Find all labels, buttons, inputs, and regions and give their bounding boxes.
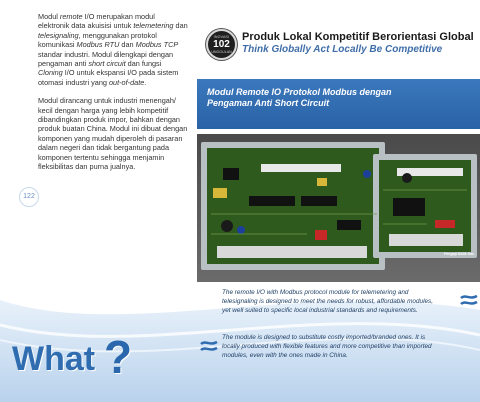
text-run: standar industri. Modul dilengkapi dengan pengaman anti	[38, 49, 174, 69]
product-photo	[197, 134, 480, 282]
italic-term: out-of-date	[108, 77, 145, 87]
inovasi-badge-logo	[206, 29, 237, 60]
badge-top-text: INOVASI	[213, 35, 230, 39]
wave-bullet-icon	[200, 339, 218, 353]
text-run: dan	[173, 21, 188, 31]
photo-caption: Pengaji Didik Sas	[444, 252, 474, 256]
text-run: Modul	[38, 12, 60, 21]
page-title: Produk Lokal Kompetitif Berorientasi Global	[242, 31, 474, 43]
left-body-text	[38, 12, 188, 181]
badge-bottom-text: UNGGULAN	[211, 50, 232, 54]
product-title-line-1: Modul Remote IO Protokol Modbus dengan	[207, 87, 392, 97]
italic-term: telemetering	[133, 21, 174, 31]
question-mark: ?	[104, 331, 133, 383]
page-number: 122	[19, 187, 39, 207]
italic-term: Cloning	[38, 68, 63, 78]
page-subtitle: Think Globally Act Locally Be Competitive	[242, 44, 443, 55]
product-title-banner	[197, 79, 480, 129]
italic-term: short circuit	[88, 59, 126, 69]
badge-number: 102	[213, 39, 230, 50]
text-run: , menggunakan protokol komunikasi	[38, 30, 157, 50]
text-run: dan	[119, 40, 136, 50]
description-english-2: The module is designed to substitute costly imported/branded ones. It is locally produced with flexible features and more competitive than imported modules, even with the ones made in China.	[222, 334, 432, 359]
italic-term: remote	[59, 12, 83, 21]
what-heading: What	[12, 340, 96, 378]
text-run: I/O merupakan modul elektronik data akuisisi untuk	[38, 12, 155, 31]
text-run: .	[144, 77, 147, 87]
italic-term: Modbus RTU	[76, 40, 120, 50]
paragraph-market: Modul dirancang untuk industri menengah/ kecil dengan harga yang lebih kompetitif dibandingkan produk impor, bahkan dengan produk buatan China. Modul ini dibuat dengan komponen yang mudah diperoleh di pasaran dalam negeri dan tidak bergantung pada komponen tertentu sehingga menjamin fleksibilitas dan purna jualnya.	[38, 96, 188, 172]
italic-term: Modbus TCP	[135, 40, 179, 50]
italic-term: telesignaling	[38, 30, 79, 40]
circuit-board-image	[197, 134, 480, 282]
product-title-line-2: Pengaman Anti Short Circuit	[207, 98, 330, 108]
product-title	[207, 87, 392, 109]
text-run: I/O untuk ekspansi I/O pada sistem otomasi industri yang	[38, 68, 179, 87]
wave-bullet-icon	[460, 293, 478, 307]
description-english-1: The remote I/O with Modbus protocol module for telemetering and telesignaling is designed to meet the needs for robust, affordable modules, yet well suited to specific local industrial standards and requirements.	[222, 289, 434, 314]
paragraph-intro	[38, 12, 188, 87]
text-run: dan fungsi	[125, 59, 162, 69]
